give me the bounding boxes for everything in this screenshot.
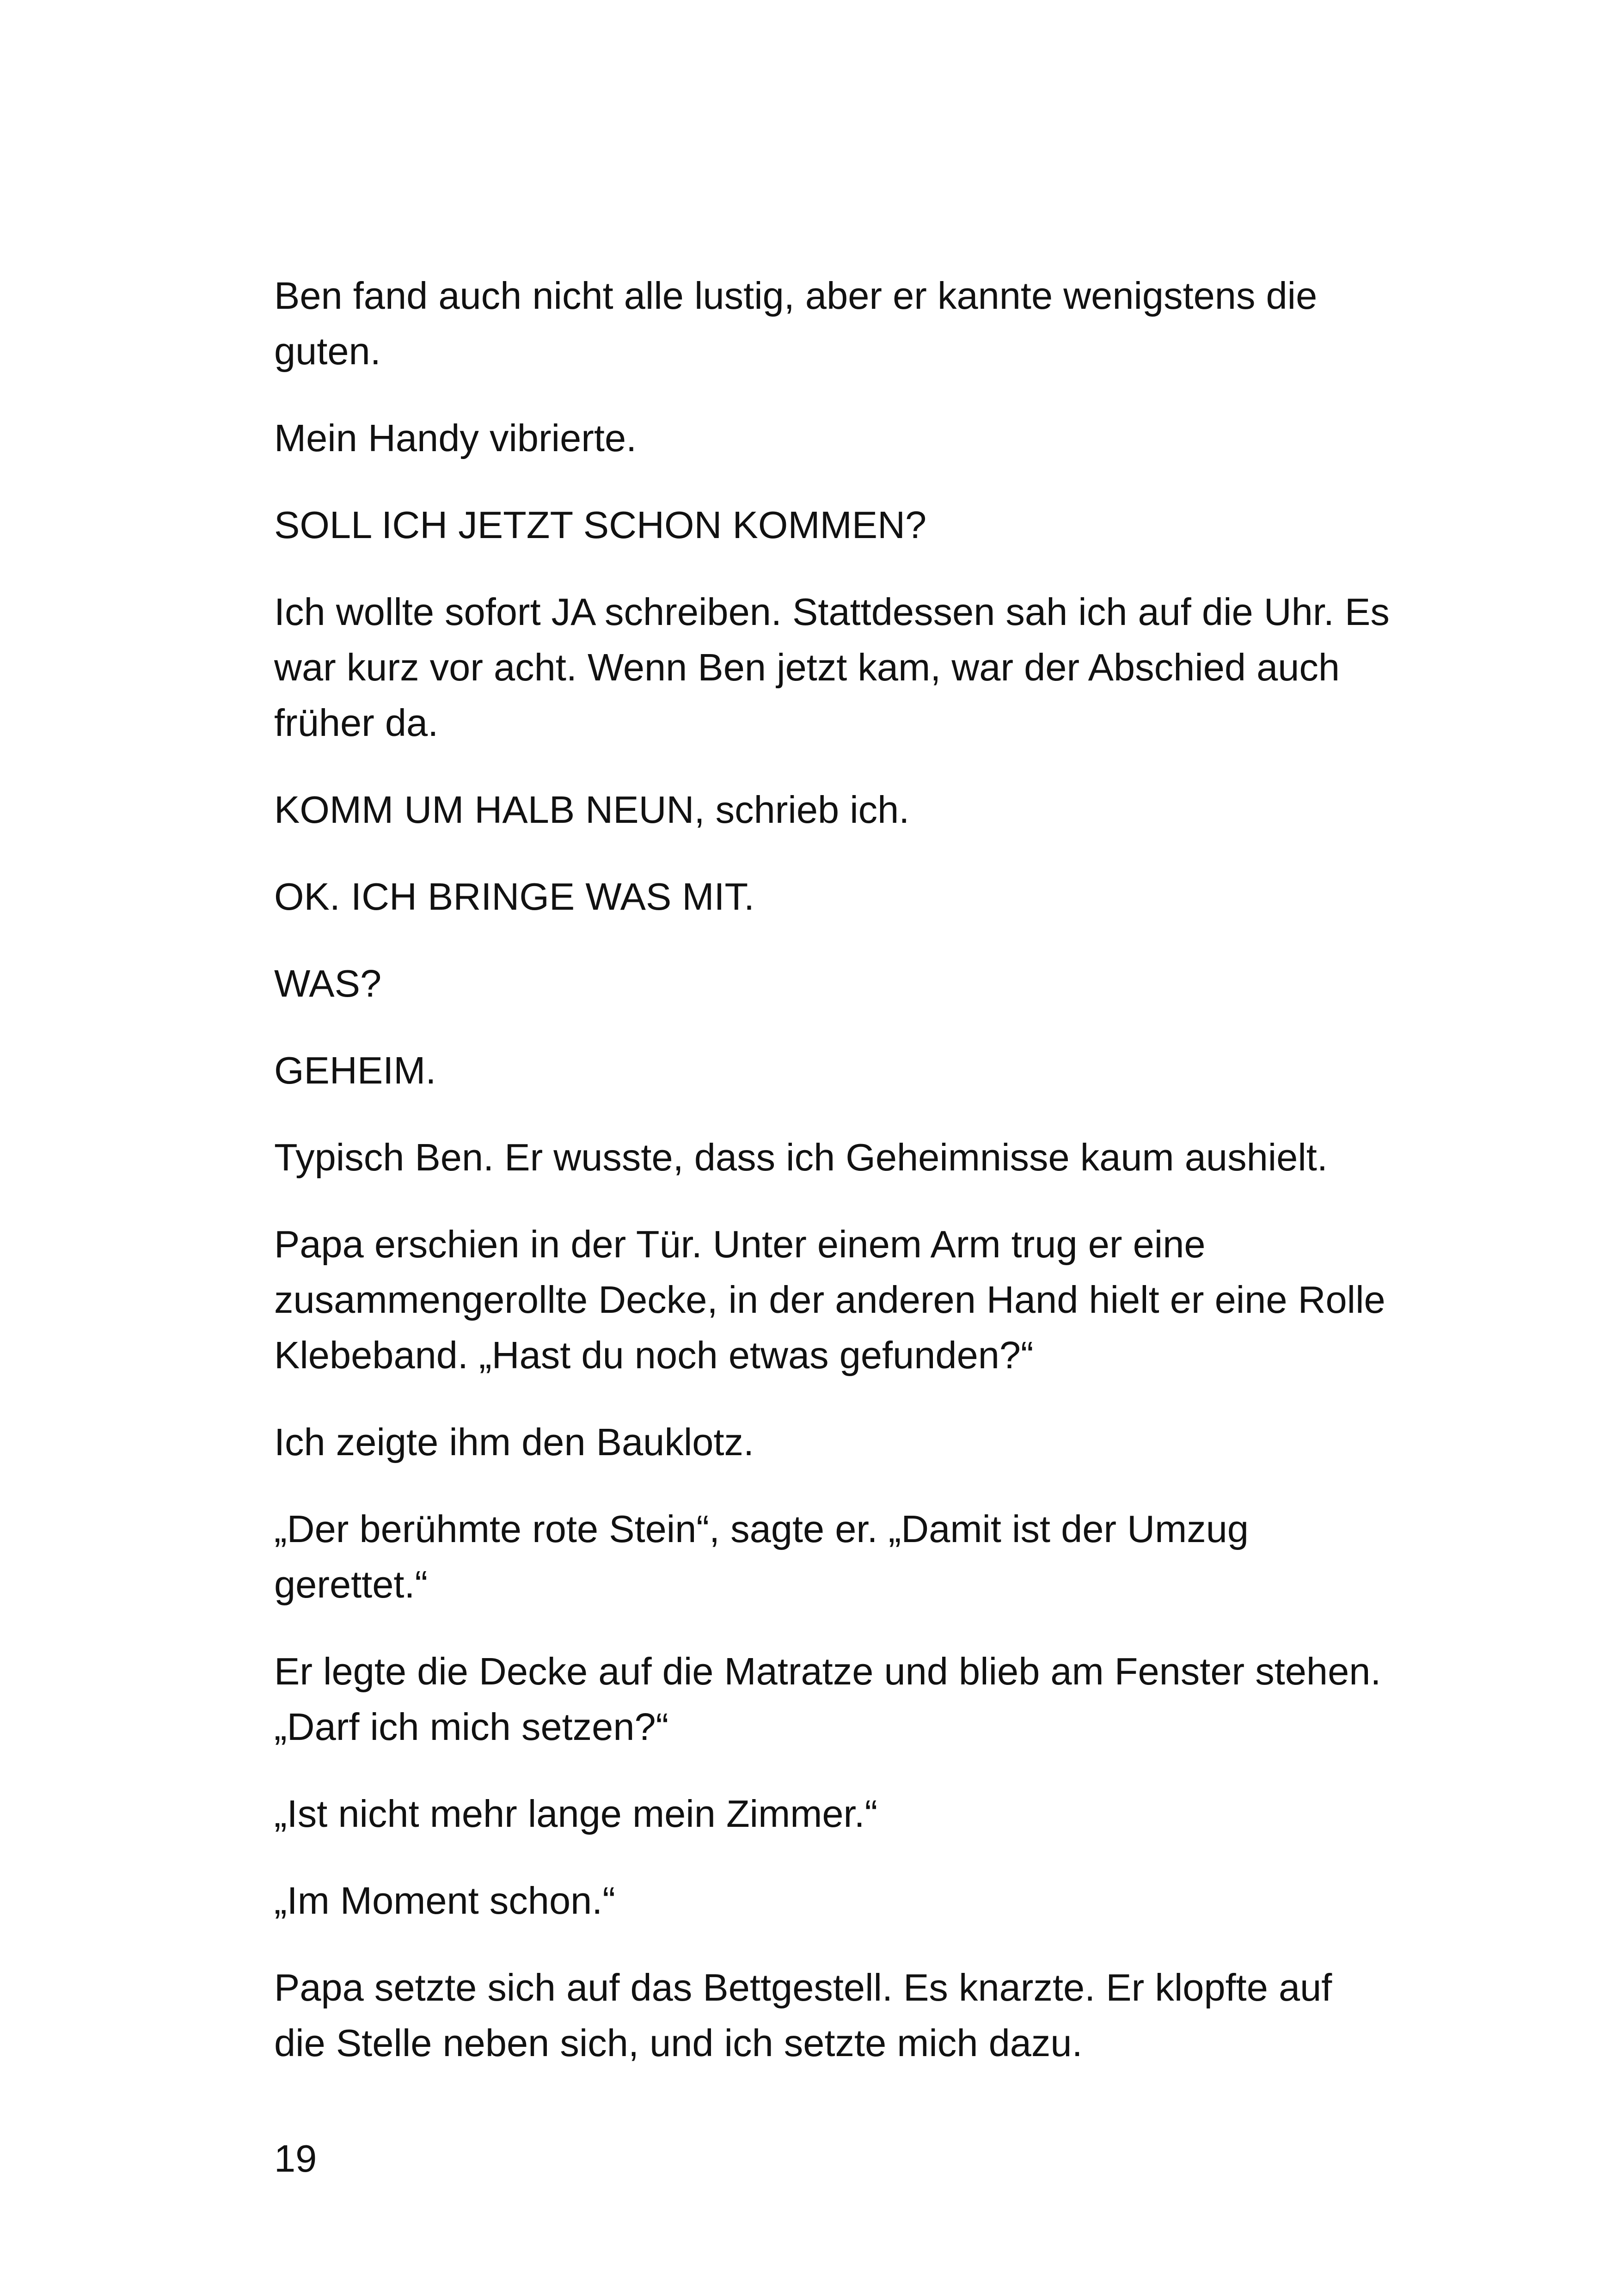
paragraph: „Der berühmte rote Stein“, sagte er. „Damit ist der Umzug gerettet.“ xyxy=(274,1507,1249,1606)
paragraph: WAS? xyxy=(274,962,382,1005)
paragraph: Mein Handy vibrierte. xyxy=(274,416,637,459)
paragraph: „Im Moment schon.“ xyxy=(274,1879,615,1922)
paragraph: Ben fand auch nicht alle lustig, aber er kannte wenigstens die guten. xyxy=(274,274,1318,373)
paragraph: SOLL ICH JETZT SCHON KOMMEN? xyxy=(274,503,927,546)
paragraph: Papa setzte sich auf das Bettgestell. Es knarzte. Er klopfte auf die Stelle neben sich, und ich setzte mich dazu. xyxy=(274,1966,1332,2064)
body-text xyxy=(274,268,1393,2102)
paragraph: Ich wollte sofort JA schreiben. Stattdessen sah ich auf die Uhr. Es war kurz vor acht. Wenn Ben jetzt kam, war der Abschied auch früher da. xyxy=(274,590,1390,744)
paragraph: Papa erschien in der Tür. Unter einem Arm trug er eine zusammengerollte Decke, in der anderen Hand hielt er eine Rolle Klebeband. „Hast du noch etwas gefunden?“ xyxy=(274,1223,1385,1377)
paragraph: KOMM UM HALB NEUN, schrieb ich. xyxy=(274,788,910,831)
paragraph: GEHEIM. xyxy=(274,1049,436,1092)
page-number: 19 xyxy=(274,2137,317,2180)
paragraph: Er legte die Decke auf die Matratze und blieb am Fenster stehen. „Darf ich mich setzen?“ xyxy=(274,1650,1381,1748)
paragraph: „Ist nicht mehr lange mein Zimmer.“ xyxy=(274,1792,878,1835)
paragraph: Typisch Ben. Er wusste, dass ich Geheimnisse kaum aushielt. xyxy=(274,1136,1328,1179)
paragraph: Ich zeigte ihm den Bauklotz. xyxy=(274,1420,754,1463)
paragraph: OK. ICH BRINGE WAS MIT. xyxy=(274,875,755,918)
